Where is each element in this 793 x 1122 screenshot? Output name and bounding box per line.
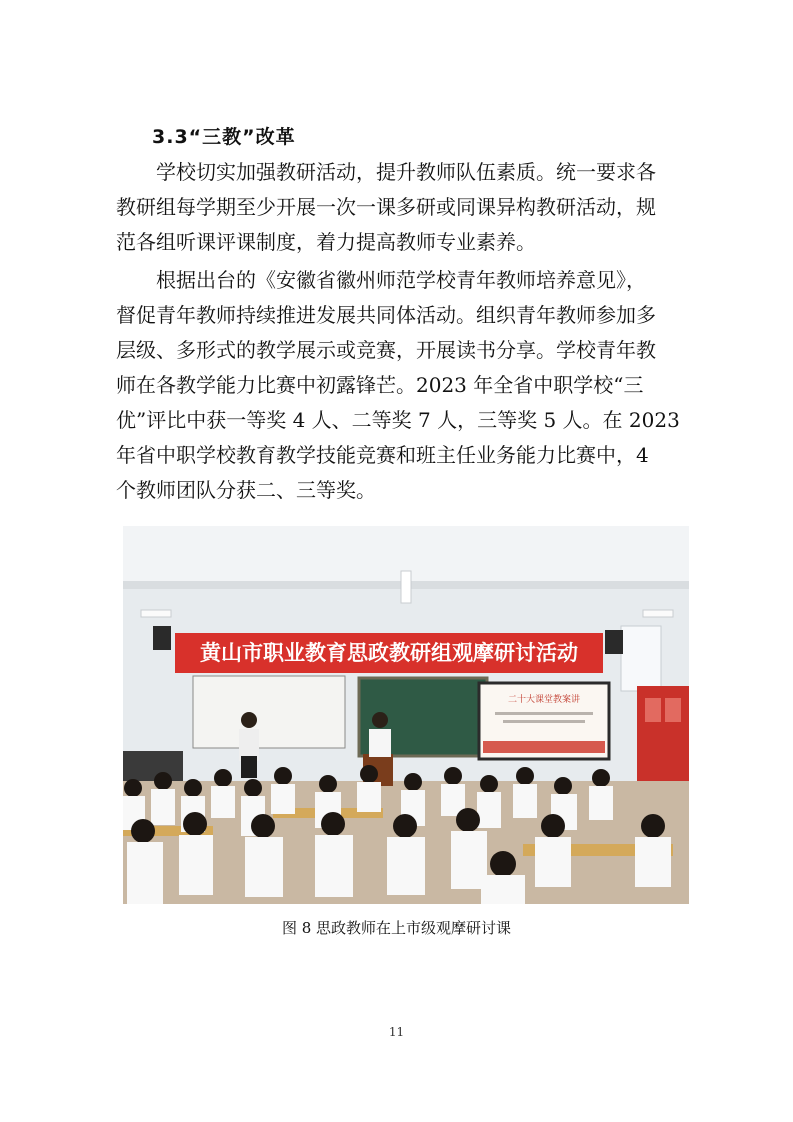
banner-text: 黄山市职业教育思政教研组观摩研讨活动 [200,641,578,665]
paragraph-line: 年省中职学校教育教学技能竞赛和班主任业务能力比赛中，4 [116,443,649,467]
paragraph-line: 督促青年教师持续推进发展共同体活动。组织青年教师参加多 [116,303,656,327]
paragraph-line: 学校切实加强教研活动，提升教师队伍素质。统一要求各 [156,160,656,184]
paragraph-line: 优”评比中获一等奖 4 人、二等奖 7 人，三等奖 5 人。在 2023 [116,408,680,432]
paragraph-line: 个教师团队分获二、三等奖。 [116,478,376,502]
paragraph-1 [116,155,684,260]
paragraph-line: 师在各教学能力比赛中初露锋芒。2023 年全省中职学校“三 [116,373,644,397]
page-number: 11 [388,1025,405,1039]
paragraph-line: 教研组每学期至少开展一次一课多研或同课异构教研活动，规 [116,195,656,219]
paragraph-line: 范各组听课评课制度，着力提高教师专业素养。 [116,230,536,254]
figure-caption: 图 8 思政教师在上市级观摩研讨课 [281,919,512,937]
screen-title: 二十大课堂教案讲 [507,695,581,705]
paragraph-2 [116,263,684,508]
section-heading: 3.3“三教”改革 [152,126,296,148]
classroom-photo [123,526,689,904]
paragraph-line: 层级、多形式的教学展示或竞赛，开展读书分享。学校青年教 [116,338,656,362]
paragraph-line: 根据出台的《安徽省徽州师范学校青年教师培养意见》， [156,268,646,292]
